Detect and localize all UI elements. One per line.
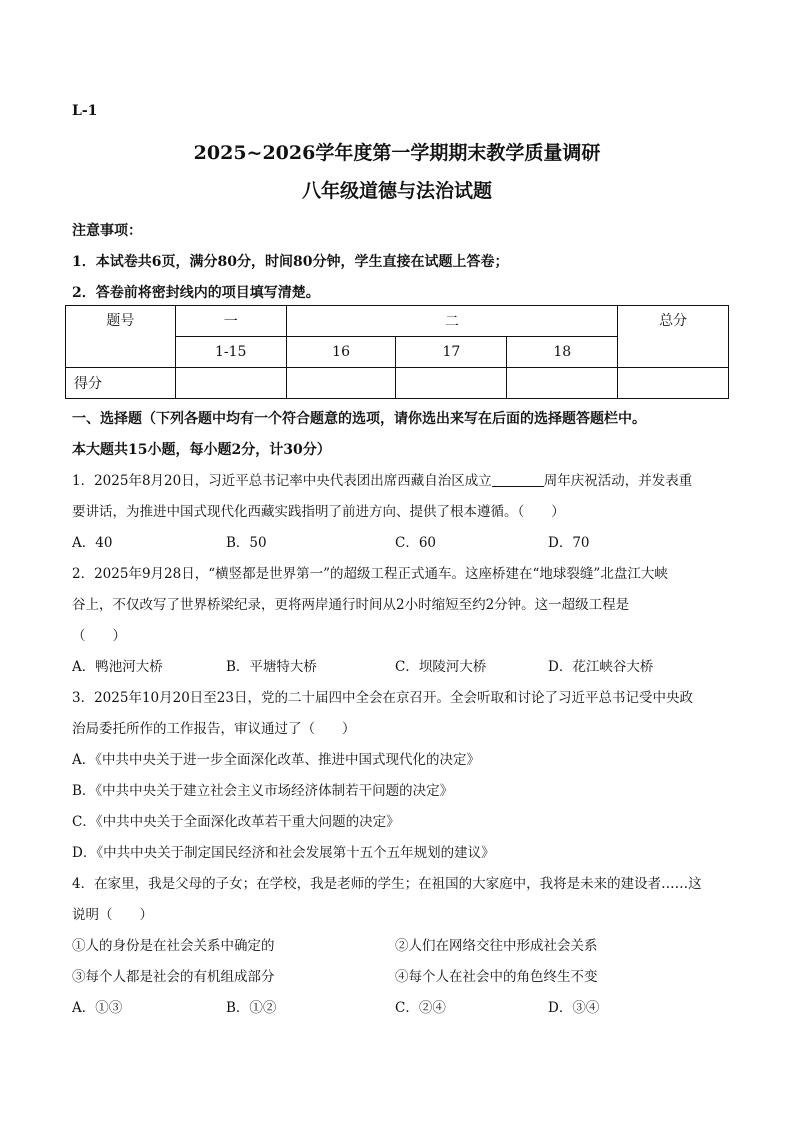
score-table-total: 总分 (618, 306, 729, 368)
score-table-sub-2: 16 (286, 337, 396, 368)
question-2-options (72, 652, 737, 683)
option-c[interactable]: C．坝陵河大桥 (395, 659, 487, 675)
question-3 (72, 683, 737, 869)
notes-item-1: 1．本试卷共6页，满分80分，时间80分钟，学生直接在试题上答卷； (72, 254, 509, 270)
score-cell[interactable] (175, 368, 286, 399)
exam-title: 2025~2026学年度第一学期期末教学质量调研 (193, 142, 601, 164)
score-table-part-2: 二 (286, 306, 617, 337)
question-4-stem-line-1: 4．在家里，我是父母的子女；在学校，我是老师的学生；在祖国的大家庭中，我将是未来的建设者……这 (72, 876, 702, 892)
question-1-stem-line-2: 要讲话，为推进中国式现代化西藏实践指明了前进方向、提供了根本遵循。（ ） (72, 504, 565, 520)
paper-code: L-1 (72, 103, 98, 119)
option-c[interactable]: C．《中共中央关于全面深化改革若干重大问题的决定》 (72, 814, 400, 830)
notes-item-2: 2．答卷前将密封线内的项目填写清楚。 (72, 285, 320, 301)
statement-4: ④每个人在社会中的角色终生不变 (395, 969, 598, 985)
question-4-statements-row-2 (72, 962, 737, 993)
option-b[interactable]: B．50 (226, 535, 267, 551)
score-table-sub-4: 18 (507, 337, 618, 368)
question-1 (72, 466, 737, 559)
question-1-stem-b: 周年庆祝活动，并发表重 (543, 473, 693, 489)
option-b[interactable]: B．平塘特大桥 (226, 659, 317, 675)
option-a[interactable]: A．鸭池河大桥 (72, 659, 163, 675)
question-3-stem-line-1: 3．2025年10月20日至23日，党的二十届四中全会在京召开。全会听取和讨论了习近平总书记受中央政 (72, 690, 693, 706)
question-4-stem-line-2: 说明（ ） (72, 907, 153, 923)
exam-subtitle: 八年级道德与法治试题 (301, 180, 492, 202)
option-d[interactable]: D．70 (548, 535, 590, 551)
score-cell[interactable] (507, 368, 618, 399)
answer-blank (492, 472, 544, 487)
question-2-stem-line-1: 2．2025年9月28日，“横竖都是世界第一”的超级工程正式通车。这座桥建在“地球裂缝”北盘江大峡 (72, 566, 668, 582)
option-c[interactable]: C．60 (395, 535, 437, 551)
score-cell[interactable] (618, 368, 729, 399)
question-2 (72, 559, 737, 683)
option-d[interactable]: D．《中共中央关于制定国民经济和社会发展第十五个五年规划的建议》 (72, 845, 495, 861)
score-table-part-1: 一 (175, 306, 286, 337)
score-table (65, 305, 729, 399)
option-c[interactable]: C．②④ (395, 1000, 446, 1016)
question-4-statements-row-1 (72, 931, 737, 962)
option-a[interactable]: A．《中共中央关于进一步全面深化改革、推进中国式现代化的决定》 (72, 752, 480, 768)
statement-1: ①人的身份是在社会关系中确定的 (72, 938, 275, 954)
option-b[interactable]: B．①② (226, 1000, 277, 1016)
question-2-stem-line-3: （ ） (72, 628, 126, 644)
section-heading-line-1: 一、选择题（下列各题中均有一个符合题意的选项，请你选出来写在后面的选择题答题栏中。 (72, 411, 646, 427)
question-4-options (72, 993, 737, 1024)
question-1-options (72, 528, 737, 559)
score-table-sub-3: 17 (396, 337, 507, 368)
option-a[interactable]: A．40 (72, 535, 113, 551)
option-d[interactable]: D．花江峡谷大桥 (548, 659, 654, 675)
statement-2: ②人们在网络交往中形成社会关系 (395, 938, 598, 954)
section-heading (72, 404, 737, 466)
question-1-stem-a: 1．2025年8月20日，习近平总书记率中央代表团出席西藏自治区成立 (72, 473, 492, 489)
score-row-label: 得分 (66, 368, 176, 399)
score-table-header-number: 题号 (66, 306, 176, 368)
score-table-sub-1: 1-15 (175, 337, 286, 368)
notes-heading: 注意事项： (72, 223, 142, 239)
question-2-stem-line-2: 谷上，不仅改写了世界桥梁纪录，更将两岸通行时间从2小时缩短至约2分钟。这一超级工程是 (72, 597, 630, 613)
option-a[interactable]: A．①③ (72, 1000, 123, 1016)
score-cell[interactable] (286, 368, 396, 399)
option-d[interactable]: D．③④ (548, 1000, 600, 1016)
section-heading-line-2: 本大题共15小题，每小题2分，计30分） (72, 442, 331, 458)
question-3-stem-line-2: 治局委托所作的工作报告，审议通过了（ ） (72, 721, 356, 737)
statement-3: ③每个人都是社会的有机组成部分 (72, 969, 275, 985)
option-b[interactable]: B．《中共中央关于建立社会主义市场经济体制若干问题的决定》 (72, 783, 454, 799)
question-4 (72, 869, 737, 1024)
notes-block (72, 216, 508, 309)
score-cell[interactable] (396, 368, 507, 399)
